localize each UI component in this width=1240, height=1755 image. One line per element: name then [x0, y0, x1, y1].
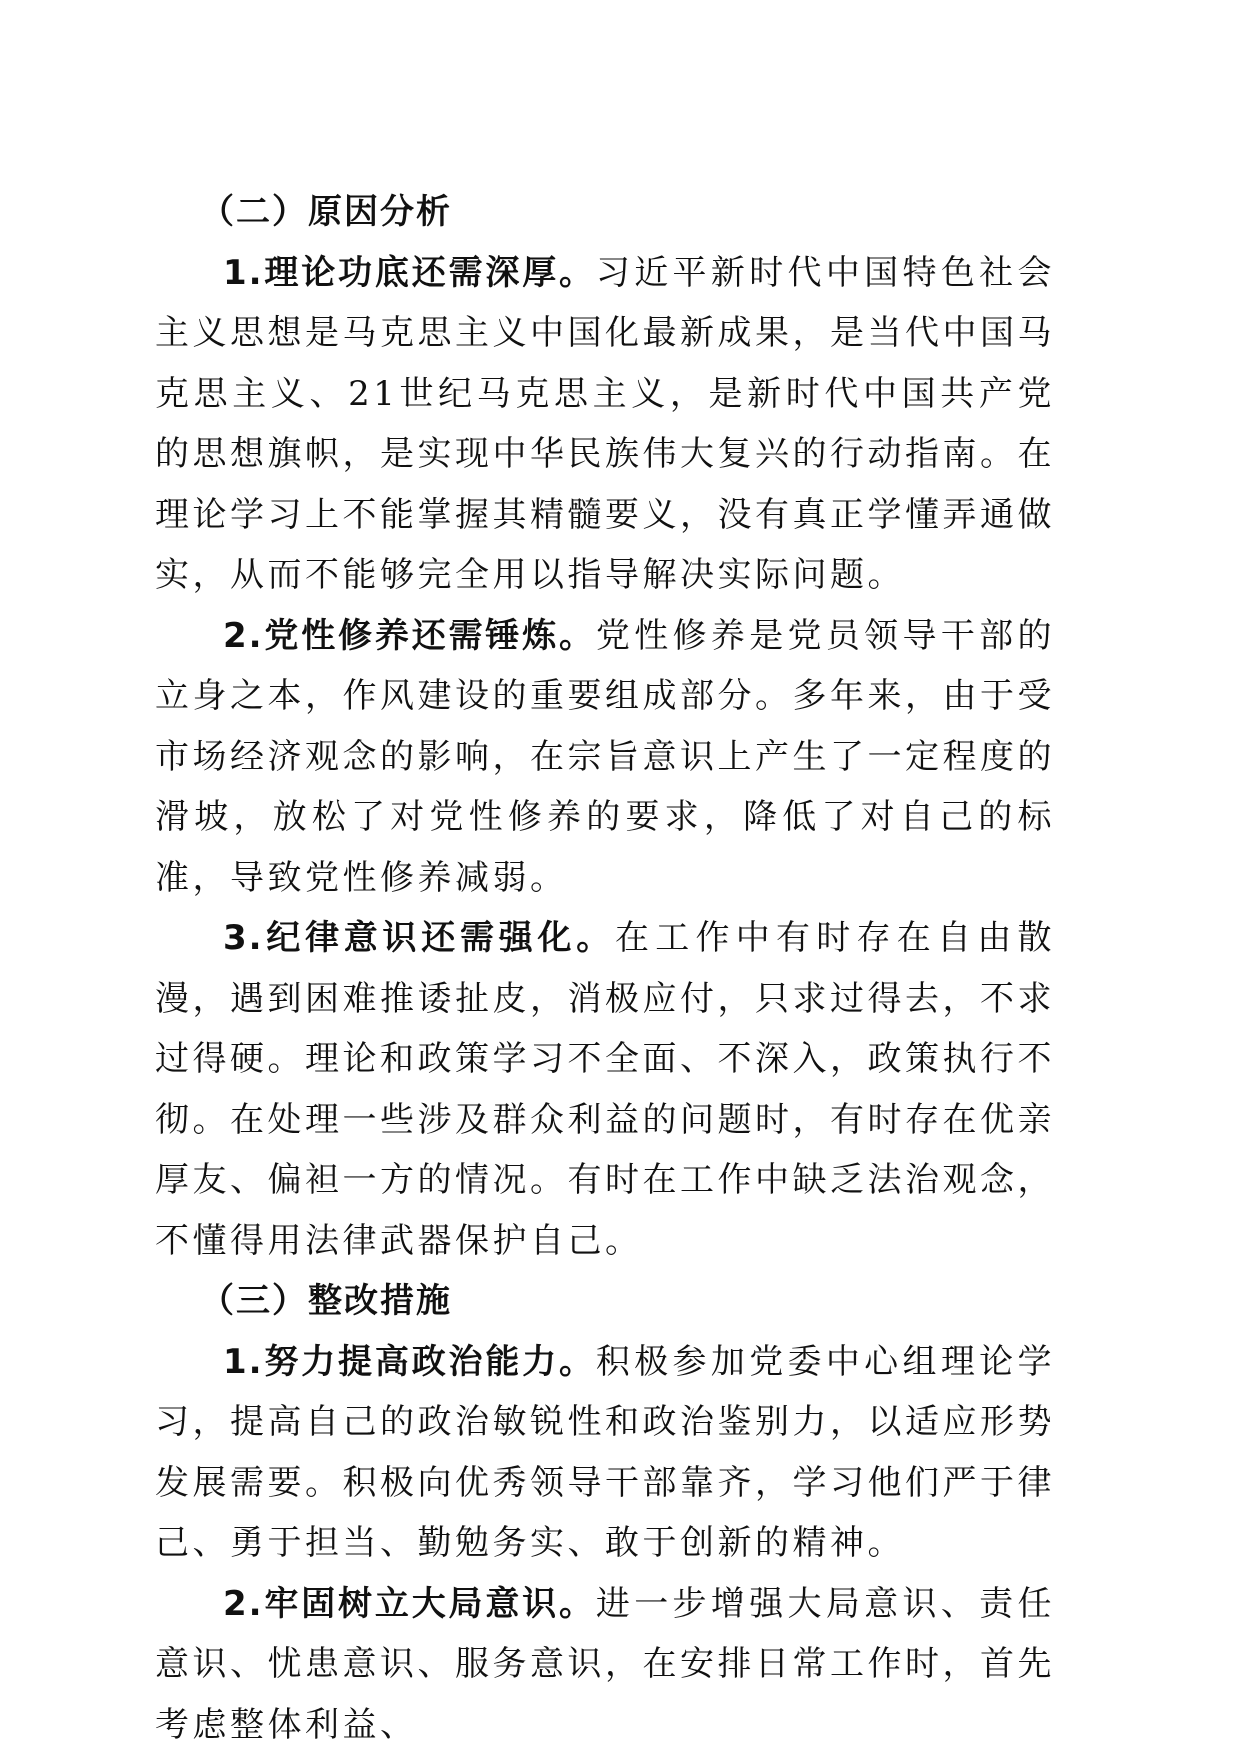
analysis-item-1-lead: 1.理论功底还需深厚。: [223, 253, 596, 293]
analysis-item-1: [155, 243, 1055, 606]
analysis-item-3: [155, 908, 1055, 1271]
section-heading-measures: （三）整改措施: [155, 1271, 1055, 1332]
measures-item-2: [155, 1574, 1055, 1755]
measures-item-1-text: 积极参加党委中心组理论学习，提高自己的政治敏锐性和政治鉴别力，以适应形势发展需要。积极向优秀领导干部靠齐，学习他们严于律己、勇于担当、勤勉务实、敢于创新的精神。: [155, 1342, 1055, 1564]
section-heading-analysis: （二）原因分析: [155, 182, 1055, 243]
analysis-item-2: [155, 606, 1055, 909]
measures-item-2-text: 进一步增强大局意识、责任意识、忧患意识、服务意识，在安排日常工作时，首先考虑整体利益、: [155, 1584, 1055, 1745]
analysis-item-2-lead: 2.党性修养还需锤炼。: [223, 616, 596, 656]
analysis-item-2-text: 党性修养是党员领导干部的立身之本，作风建设的重要组成部分。多年来，由于受市场经济观念的影响，在宗旨意识上产生了一定程度的滑坡，放松了对党性修养的要求，降低了对自己的标准，导致党性修养减弱。: [155, 616, 1055, 898]
analysis-item-3-lead: 3.纪律意识还需强化。: [223, 918, 615, 958]
measures-item-1: [155, 1332, 1055, 1574]
document-body: [155, 182, 1055, 1755]
analysis-item-1-text: 习近平新时代中国特色社会主义思想是马克思主义中国化最新成果，是当代中国马克思主义、21世纪马克思主义，是新时代中国共产党的思想旗帜，是实现中华民族伟大复兴的行动指南。在理论学习上不能掌握其精髓要义，没有真正学懂弄通做实，从而不能够完全用以指导解决实际问题。: [155, 253, 1055, 596]
analysis-item-3-text: 在工作中有时存在自由散漫，遇到困难推诿扯皮，消极应付，只求过得去，不求过得硬。理论和政策学习不全面、不深入，政策执行不彻。在处理一些涉及群众利益的问题时，有时存在优亲厚友、偏袒一方的情况。有时在工作中缺乏法治观念，不懂得用法律武器保护自己。: [155, 918, 1055, 1261]
measures-item-2-lead: 2.牢固树立大局意识。: [223, 1584, 596, 1624]
measures-item-1-lead: 1.努力提高政治能力。: [223, 1342, 596, 1382]
